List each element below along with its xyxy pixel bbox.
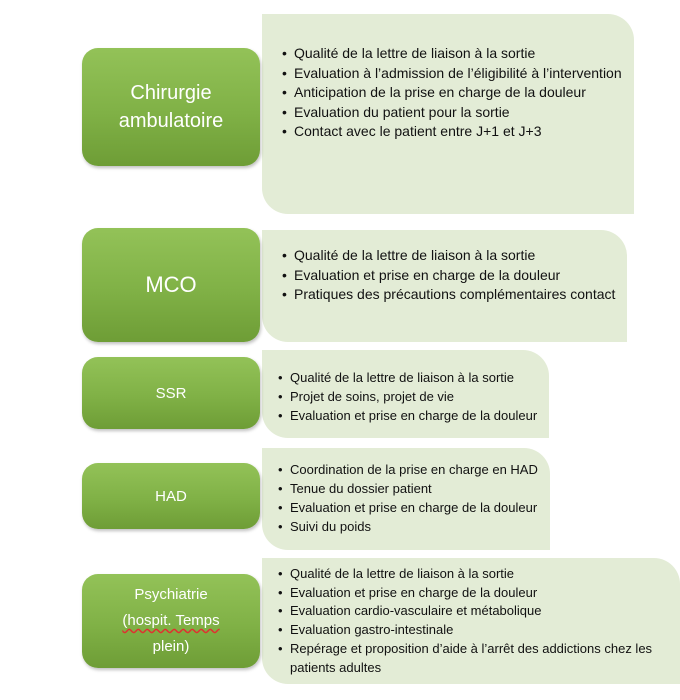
category-label-line: MCO: [145, 272, 197, 297]
category-box-chirurgie-ambulatoire: [82, 48, 260, 166]
list-item: • Evaluation et prise en charge de la douleur: [276, 498, 538, 517]
indicator-panel-had: [262, 448, 550, 550]
list-item: • Evaluation et prise en charge de la douleur: [280, 266, 615, 286]
category-label-line: ambulatoire: [118, 110, 224, 132]
list-item: • Evaluation à l’admission de l’éligibilité à l’intervention: [280, 64, 622, 84]
list-item: • Evaluation gastro-intestinale: [276, 621, 668, 640]
indicator-list: [280, 246, 615, 305]
list-item: • Qualité de la lettre de liaison à la sortie: [280, 44, 622, 64]
category-label-line: (hospit. Temps: [122, 612, 220, 629]
list-item: • Evaluation du patient pour la sortie: [280, 103, 622, 123]
list-item: • Evaluation et prise en charge de la douleur: [276, 406, 537, 425]
list-item: • Evaluation cardio-vasculaire et métabolique: [276, 602, 668, 621]
category-box-had: [82, 463, 260, 529]
indicator-list: [280, 44, 622, 142]
category-label-line: Chirurgie: [130, 82, 212, 104]
list-item: • Tenue du dossier patient: [276, 479, 538, 498]
indicator-panel-ssr: [262, 350, 549, 438]
list-item: • Evaluation et prise en charge de la douleur: [276, 584, 668, 603]
category-box-psychiatrie: [82, 574, 260, 668]
category-label-line: plein): [152, 638, 190, 655]
list-item: • Qualité de la lettre de liaison à la sortie: [276, 565, 668, 584]
indicator-list: [276, 460, 538, 536]
list-item: • Repérage et proposition d’aide à l’arrêt des addictions chez les patients adultes: [276, 640, 668, 677]
list-item: • Contact avec le patient entre J+1 et J+3: [280, 122, 622, 142]
list-item: • Qualité de la lettre de liaison à la sortie: [280, 246, 615, 266]
category-box-ssr: [82, 357, 260, 429]
list-item: • Pratiques des précautions complémentaires contact: [280, 285, 615, 305]
indicator-list: [276, 565, 668, 677]
list-item: • Projet de soins, projet de vie: [276, 387, 537, 406]
category-label-line: SSR: [155, 384, 187, 402]
list-item: • Qualité de la lettre de liaison à la sortie: [276, 368, 537, 387]
indicator-list: [276, 368, 537, 425]
category-label-line: Psychiatrie: [134, 586, 208, 603]
list-item: • Suivi du poids: [276, 517, 538, 536]
list-item: • Coordination de la prise en charge en HAD: [276, 460, 538, 479]
category-box-mco: [82, 228, 260, 342]
category-label-line: HAD: [155, 487, 187, 505]
indicator-panel-mco: [262, 230, 627, 342]
indicator-panel-psychiatrie: [262, 558, 680, 684]
list-item: • Anticipation de la prise en charge de la douleur: [280, 83, 622, 103]
indicator-panel-chirurgie-ambulatoire: [262, 14, 634, 214]
